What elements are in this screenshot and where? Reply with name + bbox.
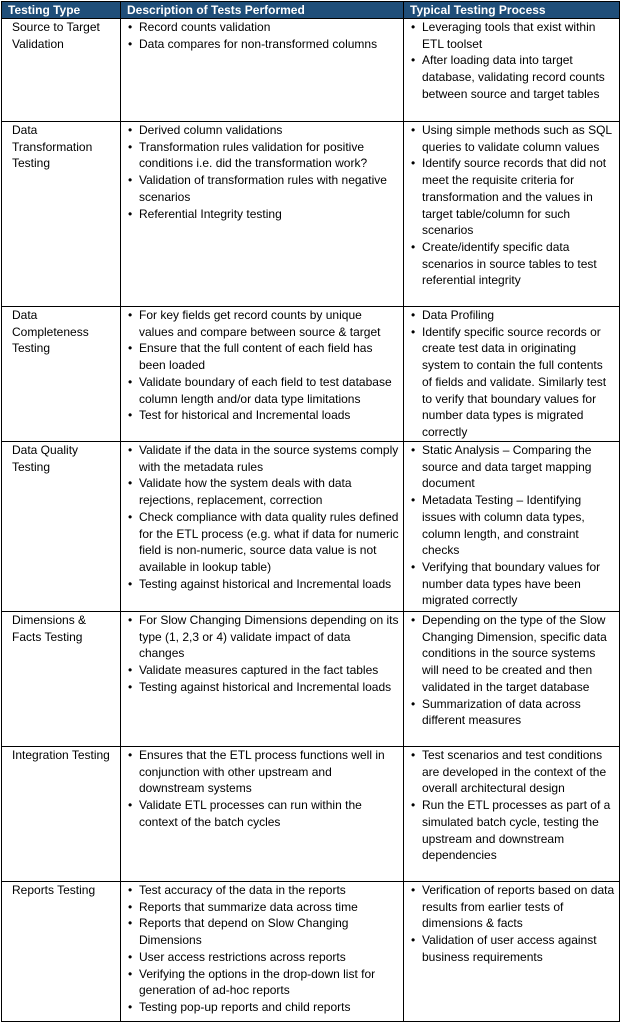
list-item: • Identify source records that did not meet the requisite criteria for transformation and the values in target table/column for such scenarios — [410, 155, 615, 239]
table-row — [2, 19, 620, 122]
testing-type-cell: Data Transformation Testing — [2, 122, 121, 307]
list-item: • Test accuracy of the data in the reports — [127, 882, 399, 899]
table-row — [2, 307, 620, 442]
header-testing-type: Testing Type — [2, 2, 121, 19]
list-item: • Summarization of data across different measures — [410, 696, 615, 729]
description-cell — [121, 122, 404, 307]
list-item: • Ensures that the ETL process functions well in conjunction with other upstream and downstream systems — [127, 747, 399, 797]
list-item: • Metadata Testing – Identifying issues with column data types, column length, and constraint checks — [410, 492, 615, 559]
description-cell — [121, 882, 404, 1022]
table-row — [2, 122, 620, 307]
list-item: • Verification of reports based on data results from earlier tests of dimensions & facts — [410, 882, 615, 932]
list-item: • Data Profiling — [410, 307, 615, 324]
description-cell — [121, 307, 404, 442]
description-cell — [121, 612, 404, 747]
list-item: • Check compliance with data quality rules defined for the ETL process (e.g. what if data for numeric field is non-numeric, source data value is not available in lookup table) — [127, 509, 399, 576]
testing-type-cell: Data Quality Testing — [2, 442, 121, 612]
list-item: • Ensure that the full content of each field has been loaded — [127, 340, 399, 373]
list-item: • Reports that depend on Slow Changing Dimensions — [127, 915, 399, 948]
list-item: • Validate measures captured in the fact tables — [127, 662, 399, 679]
header-row — [2, 2, 620, 19]
list-item: • Validate how the system deals with data rejections, replacement, correction — [127, 475, 399, 508]
list-item: • For Slow Changing Dimensions depending on its type (1, 2,3 or 4) validate impact of data changes — [127, 612, 399, 662]
table-row — [2, 442, 620, 612]
process-cell — [404, 612, 620, 747]
list-item: • Verifying that boundary values for number data types have been migrated correctly — [410, 559, 615, 609]
list-item: • Testing pop-up reports and child reports — [127, 999, 399, 1016]
table-row — [2, 612, 620, 747]
list-item: • Derived column validations — [127, 122, 399, 139]
table-row — [2, 747, 620, 882]
testing-type-cell: Dimensions & Facts Testing — [2, 612, 121, 747]
list-item: • Create/identify specific data scenarios in source tables to test referential integrity — [410, 239, 615, 289]
header-description: Description of Tests Performed — [121, 2, 404, 19]
list-item: • Test scenarios and test conditions are developed in the context of the overall architectural design — [410, 747, 615, 797]
list-item: • Validation of user access against business requirements — [410, 932, 615, 965]
process-cell — [404, 307, 620, 442]
list-item: • User access restrictions across reports — [127, 949, 399, 966]
header-process: Typical Testing Process — [404, 2, 620, 19]
list-item: • After loading data into target database, validating record counts between source and target tables — [410, 52, 615, 102]
list-item: • Using simple methods such as SQL queries to validate column values — [410, 122, 615, 155]
testing-type-cell: Integration Testing — [2, 747, 121, 882]
list-item: • Static Analysis – Comparing the source and data target mapping document — [410, 442, 615, 492]
list-item: • Transformation rules validation for positive conditions i.e. did the transformation work? — [127, 139, 399, 172]
list-item: • Validation of transformation rules with negative scenarios — [127, 172, 399, 205]
list-item: • Leveraging tools that exist within ETL toolset — [410, 19, 615, 52]
list-item: • Testing against historical and Incremental loads — [127, 576, 399, 593]
list-item: • For key fields get record counts by unique values and compare between source & target — [127, 307, 399, 340]
list-item: • Verifying the options in the drop-down list for generation of ad-hoc reports — [127, 966, 399, 999]
process-cell — [404, 882, 620, 1022]
process-cell — [404, 19, 620, 122]
etl-testing-table — [1, 1, 620, 1022]
description-cell — [121, 442, 404, 612]
list-item: • Data compares for non-transformed columns — [127, 36, 399, 53]
list-item: • Validate if the data in the source systems comply with the metadata rules — [127, 442, 399, 475]
list-item: • Test for historical and Incremental loads — [127, 407, 399, 424]
list-item: • Referential Integrity testing — [127, 206, 399, 223]
testing-type-cell: Reports Testing — [2, 882, 121, 1022]
list-item: • Validate boundary of each field to test database column length and/or data type limitations — [127, 374, 399, 407]
description-cell — [121, 747, 404, 882]
table-row — [2, 882, 620, 1022]
process-cell — [404, 747, 620, 882]
list-item: • Reports that summarize data across time — [127, 899, 399, 916]
list-item: • Run the ETL processes as part of a simulated batch cycle, testing the upstream and downstream dependencies — [410, 797, 615, 864]
list-item: • Validate ETL processes can run within the context of the batch cycles — [127, 797, 399, 830]
list-item: • Record counts validation — [127, 19, 399, 36]
list-item: • Depending on the type of the Slow Changing Dimension, specific data conditions in the source systems will need to be created and then validated in the target database — [410, 612, 615, 696]
description-cell — [121, 19, 404, 122]
list-item: • Identify specific source records or create test data in originating system to contain the full contents of fields and validate. Similarly test to verify that boundary values for number data types is migrated correctly — [410, 324, 615, 441]
process-cell — [404, 122, 620, 307]
testing-type-cell: Source to Target Validation — [2, 19, 121, 122]
testing-type-cell: Data Completeness Testing — [2, 307, 121, 442]
process-cell — [404, 442, 620, 612]
list-item: • Testing against historical and Incremental loads — [127, 679, 399, 696]
